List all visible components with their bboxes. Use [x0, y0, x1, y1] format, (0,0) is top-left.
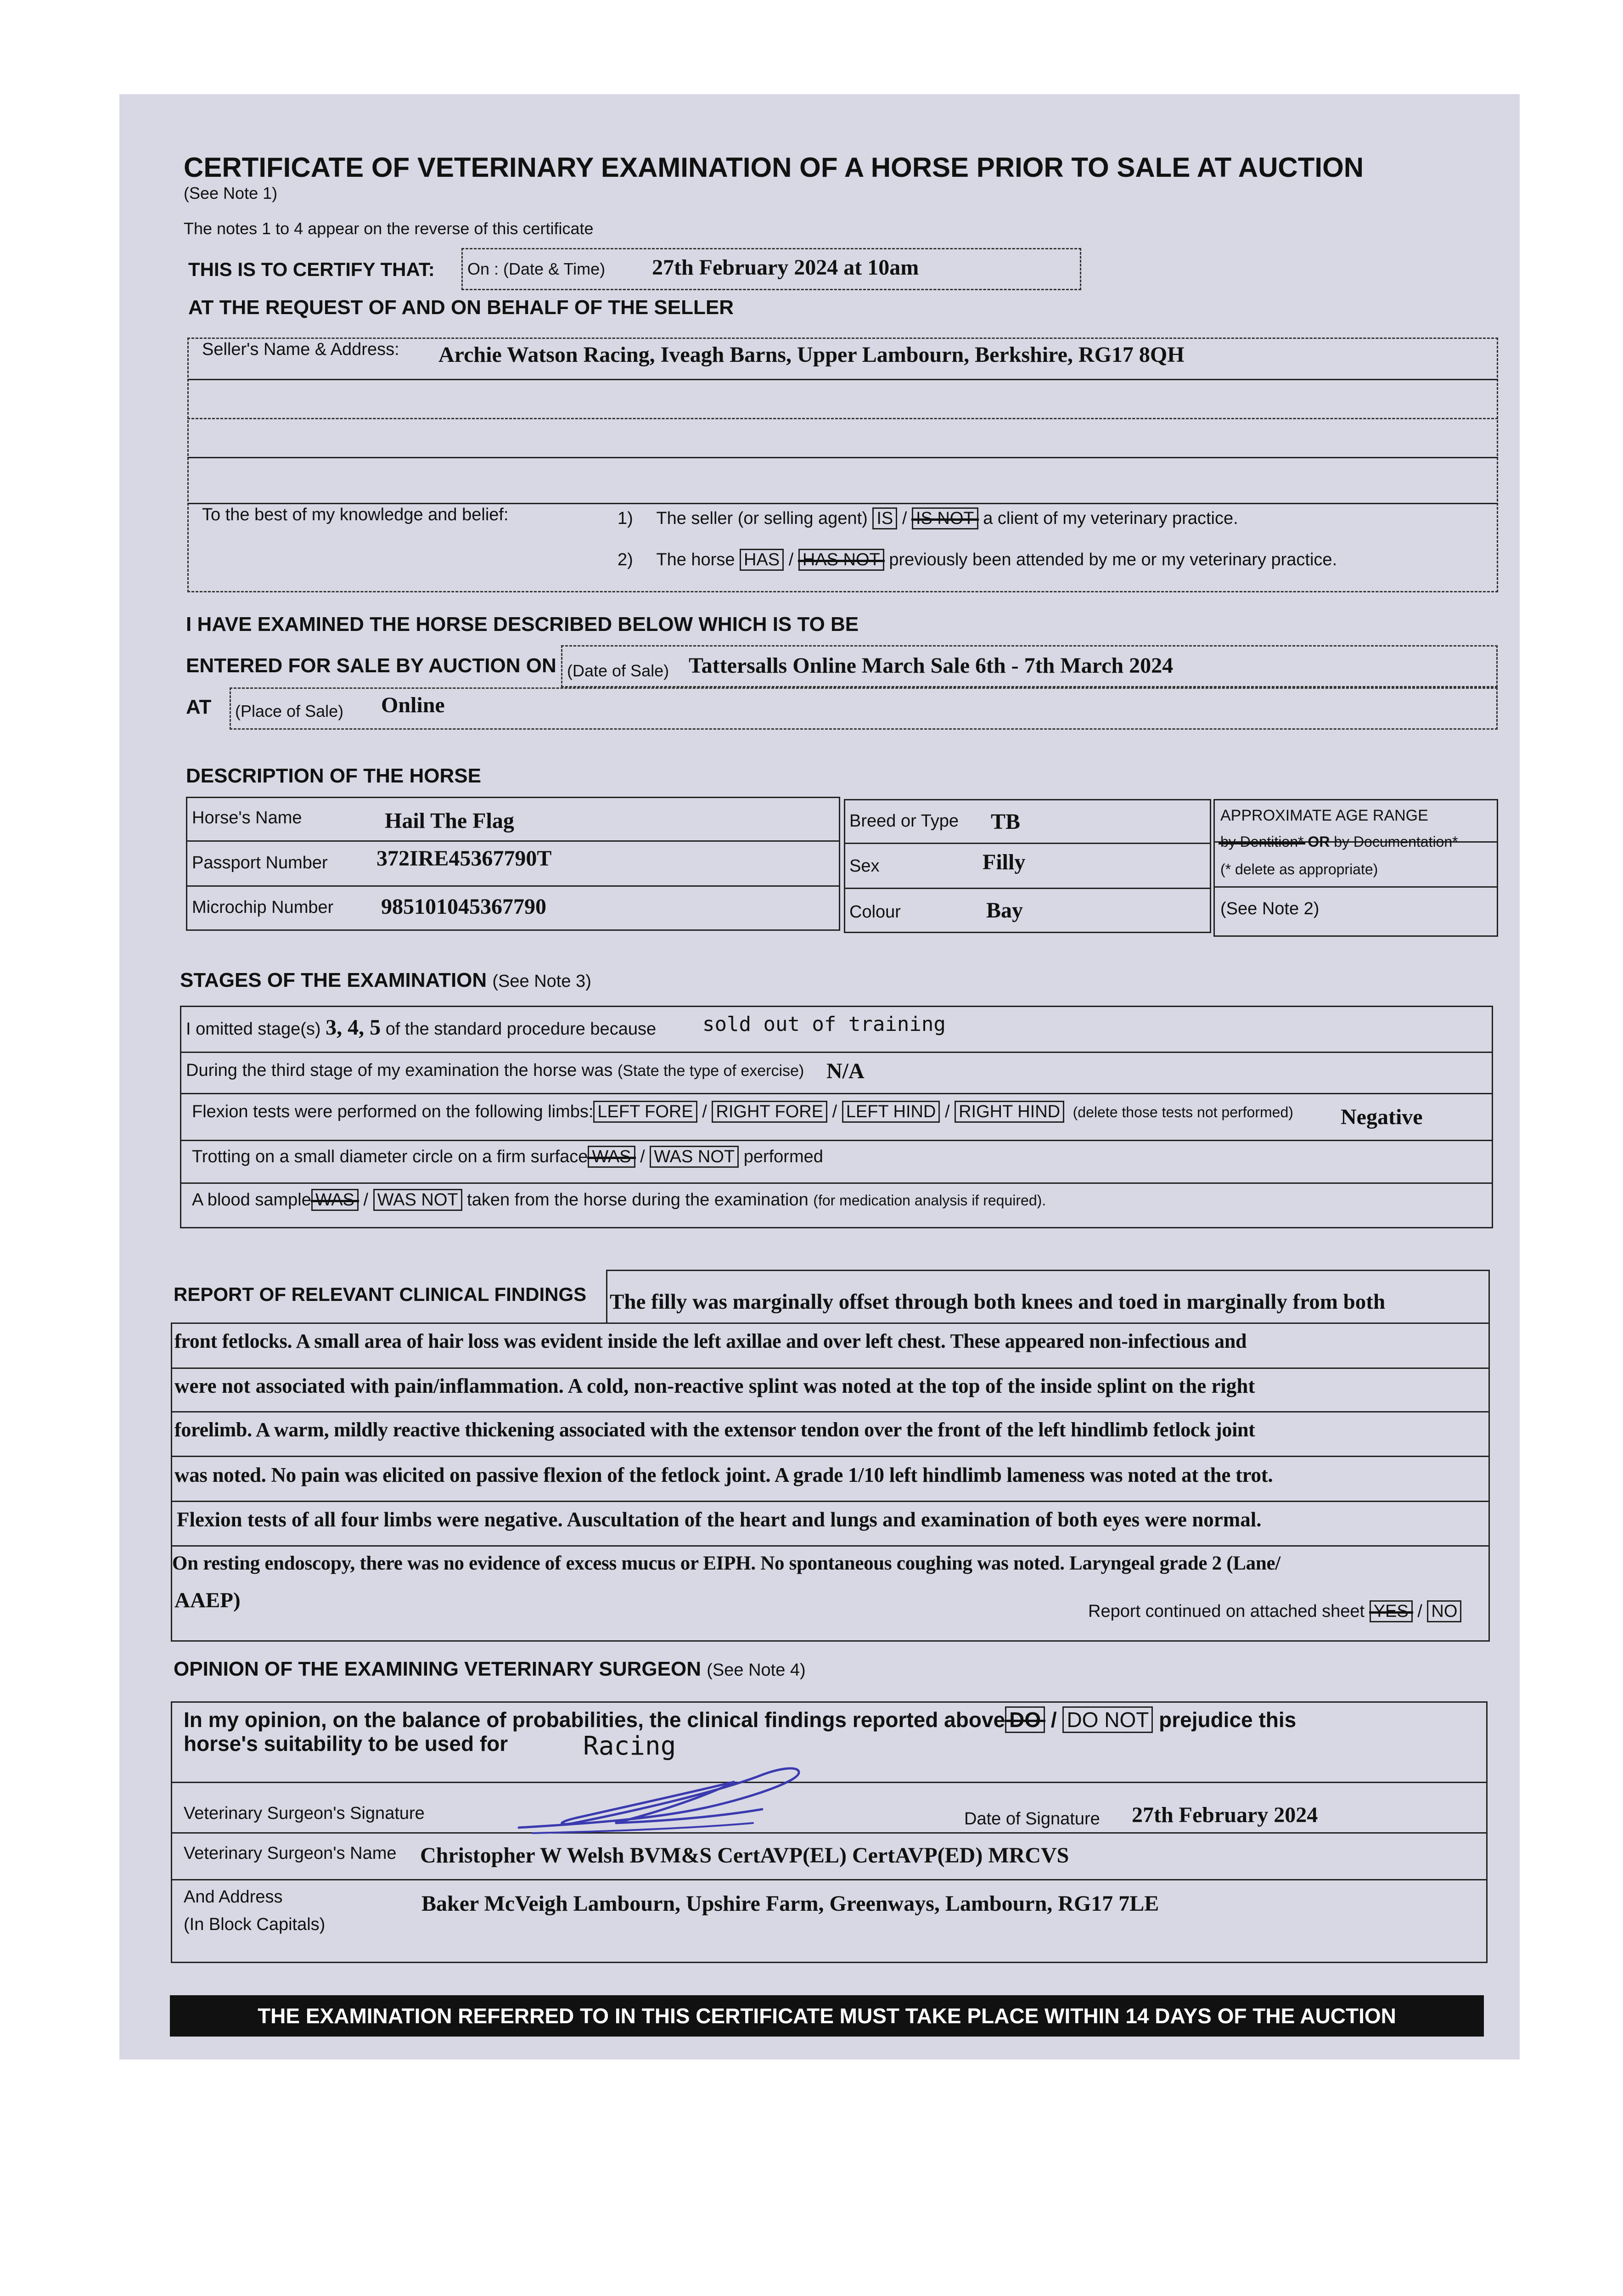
report-rule-4 [171, 1501, 1490, 1502]
third-stage-row [186, 1061, 804, 1080]
report-continued-row: Report continued on attached sheet YES / NO [1088, 1602, 1461, 1621]
flexion-result-value: Negative [1341, 1105, 1423, 1129]
report-line-5: was noted. No pain was elicited on passive flexion of the fetlock joint. A grade 1/10 left hindlimb lameness was noted at the trot. [174, 1463, 1273, 1486]
sex-label: Sex [849, 856, 880, 876]
stages-rule-4 [180, 1182, 1493, 1184]
report-rule-1 [171, 1367, 1490, 1369]
item-1-number: 1) [618, 509, 633, 528]
report-line-4: forelimb. A warm, mildly reactive thickening associated with the extensor tendon over the front of the left hindlimb fetlock joint [174, 1418, 1255, 1441]
opinion-line-1: In my opinion, on the balance of probabilities, the clinical findings reported above DO / DO NOT prejudice this [184, 1707, 1296, 1732]
address-note: (In Block Capitals) [184, 1915, 326, 1934]
trot-pre: Trotting on a small diameter circle on a firm surface [192, 1147, 588, 1166]
knowledge-label: To the best of my knowledge and belief: [202, 505, 509, 524]
attended-has-not-option-struck: HAS NOT [798, 549, 884, 571]
blood-was-not: WAS NOT [373, 1189, 462, 1211]
continued-yes-struck: YES [1370, 1600, 1413, 1622]
item-1-pre: The seller (or selling agent) [656, 509, 868, 528]
age-see-note: (See Note 2) [1220, 899, 1320, 918]
description-heading: DESCRIPTION OF THE HORSE [186, 765, 481, 787]
seller-rule-2 [187, 418, 1498, 419]
stages-heading [180, 969, 591, 992]
third-stage-note: (State the type of exercise) [617, 1062, 804, 1080]
footer-banner: THE EXAMINATION REFERRED TO IN THIS CERTIFICATE MUST TAKE PLACE WITHIN 14 DAYS OF THE AUCTION [170, 1995, 1484, 2037]
age-rule-2 [1213, 886, 1498, 888]
opinion-rule-1 [171, 1782, 1488, 1783]
flexion-note: (delete those tests not performed) [1073, 1104, 1293, 1120]
page-title: CERTIFICATE OF VETERINARY EXAMINATION OF A HORSE PRIOR TO SALE AT AUCTION [184, 152, 1364, 183]
sale-place-label: (Place of Sale) [235, 702, 344, 720]
client-is-not-option-struck: IS NOT [912, 507, 978, 529]
report-line-1: The filly was marginally offset through both knees and toed in marginally from both [610, 1290, 1386, 1314]
see-note-1: (See Note 1) [184, 184, 278, 203]
opinion-heading-note: (See Note 4) [707, 1660, 806, 1680]
limb-right-fore: RIGHT FORE [712, 1101, 827, 1123]
colour-label: Colour [849, 902, 901, 922]
opinion-line-2: horse's suitability to be used for [184, 1732, 508, 1756]
intended-use-value: Racing [583, 1731, 676, 1761]
trotting-row: Trotting on a small diameter circle on a firm surface WAS / WAS NOT performed [192, 1147, 823, 1167]
trot-was-not: WAS NOT [650, 1146, 739, 1168]
seller-label: Seller's Name & Address: [202, 340, 399, 359]
item-1-post: a client of my veterinary practice. [983, 509, 1238, 528]
breed-rule-1 [844, 843, 1211, 844]
breed-rule-2 [844, 888, 1211, 889]
third-stage-value: N/A [826, 1059, 865, 1083]
report-line-3: were not associated with pain/inflammation. A cold, non-reactive splint was noted at the top of the inside splint on the right [174, 1374, 1255, 1397]
report-line-6: Flexion tests of all four limbs were negative. Auscultation of the heart and lungs and examination of both eyes were normal. [177, 1508, 1262, 1531]
microchip-label: Microchip Number [192, 898, 334, 917]
seller-rule-1 [187, 379, 1498, 380]
passport-value: 372IRE45367790T [376, 846, 552, 871]
report-rule-3 [171, 1456, 1490, 1457]
age-delete-note: (* delete as appropriate) [1220, 861, 1378, 878]
opinion-heading-text: OPINION OF THE EXAMINING VETERINARY SURGEON [174, 1658, 702, 1680]
limb-right-hind: RIGHT HIND [955, 1101, 1064, 1123]
vet-address-value: Baker McVeigh Lambourn, Upshire Farm, Greenways, Lambourn, RG17 7LE [421, 1891, 1159, 1916]
stages-heading-note: (See Note 3) [492, 972, 591, 991]
report-line-2: front fetlocks. A small area of hair loss was evident inside the left axillae and over left chest. These appeared non-infectious and [174, 1330, 1247, 1352]
sale-date-label: (Date of Sale) [567, 661, 669, 680]
breed-label: Breed or Type [849, 811, 959, 831]
omitted-stages-row [186, 1015, 656, 1040]
report-rule-2 [171, 1411, 1490, 1412]
identity-rule-1 [186, 840, 840, 842]
stages-heading-text: STAGES OF THE EXAMINATION [180, 969, 487, 991]
flexion-pre: Flexion tests were performed on the following limbs: [192, 1102, 594, 1121]
notes-line: The notes 1 to 4 appear on the reverse of this certificate [184, 219, 594, 238]
trot-post: performed [743, 1147, 823, 1166]
limb-left-fore: LEFT FORE [593, 1101, 697, 1123]
request-line: AT THE REQUEST OF AND ON BEHALF OF THE SELLER [188, 296, 734, 319]
blood-pre: A blood sample [192, 1190, 311, 1210]
blood-was-struck: WAS [311, 1189, 359, 1211]
omitted-reason-value: sold out of training [702, 1013, 946, 1036]
sale-line-2: ENTERED FOR SALE BY AUCTION ON [186, 654, 556, 677]
on-date-label: On : (Date & Time) [467, 259, 606, 278]
seller-value: Archie Watson Racing, Iveagh Barns, Upper Lambourn, Berkshire, RG17 8QH [438, 343, 1185, 367]
age-heading: APPROXIMATE AGE RANGE [1220, 807, 1428, 824]
exam-date-value: 27th February 2024 at 10am [652, 255, 919, 280]
knowledge-item-2 [618, 550, 1337, 570]
stages-rule-2 [180, 1093, 1493, 1094]
trot-was-struck: WAS [588, 1146, 635, 1168]
certify-label: THIS IS TO CERTIFY THAT: [188, 259, 435, 280]
report-line-8: AAEP) [174, 1588, 241, 1612]
knowledge-item-1 [618, 509, 1238, 529]
signature-date-label: Date of Signature [964, 1809, 1100, 1829]
sale-date-value: Tattersalls Online March Sale 6th - 7th March 2024 [689, 653, 1174, 678]
age-or: OR [1308, 833, 1330, 850]
horse-name-label: Horse's Name [192, 808, 302, 827]
vet-signature [505, 1754, 817, 1837]
horse-name-value: Hail The Flag [385, 809, 514, 833]
continued-no: NO [1427, 1600, 1461, 1622]
passport-label: Passport Number [192, 853, 328, 872]
age-documentation: by Documentation* [1334, 833, 1458, 850]
item-2-pre: The horse [656, 550, 735, 569]
opinion-text-pre: In my opinion, on the balance of probabilities, the clinical findings reported above [184, 1708, 1005, 1732]
opinion-text-post: prejudice this [1159, 1708, 1297, 1732]
item-2-number: 2) [618, 550, 633, 569]
vet-name-label: Veterinary Surgeon's Name [184, 1844, 397, 1863]
age-method-line [1220, 833, 1458, 850]
opinion-do-not: DO NOT [1062, 1706, 1153, 1733]
continued-label: Report continued on attached sheet [1088, 1602, 1365, 1621]
stages-rule-3 [180, 1140, 1493, 1141]
omitted-pre: I omitted stage(s) [186, 1019, 321, 1039]
opinion-rule-2 [171, 1832, 1488, 1834]
breed-value: TB [991, 810, 1021, 834]
item-2-sep: / [788, 550, 794, 569]
colour-value: Bay [986, 898, 1023, 923]
report-line-7: On resting endoscopy, there was no evidence of excess mucus or EIPH. No spontaneous coughing was noted. Laryngeal grade 2 (Lane/ [172, 1553, 1280, 1574]
report-rule-5 [171, 1545, 1490, 1547]
sale-place-value: Online [381, 693, 445, 717]
signature-label: Veterinary Surgeon's Signature [184, 1804, 425, 1823]
signature-date-value: 27th February 2024 [1132, 1803, 1318, 1827]
third-stage-pre: During the third stage of my examination the horse was [186, 1061, 613, 1080]
item-2-post: previously been attended by me or my veterinary practice. [889, 550, 1337, 569]
blood-post: taken from the horse during the examination [467, 1190, 809, 1210]
seller-rule-4 [187, 503, 1498, 504]
blood-note: (for medication analysis if required). [813, 1192, 1046, 1209]
item-1-sep: / [902, 509, 907, 528]
sale-at-label: AT [186, 696, 212, 718]
opinion-do-struck: DO [1005, 1706, 1045, 1733]
sale-line-1: I HAVE EXAMINED THE HORSE DESCRIBED BELOW WHICH IS TO BE [186, 613, 859, 636]
client-is-option: IS [872, 507, 897, 529]
omitted-stages-value: 3, 4, 5 [326, 1015, 381, 1040]
sex-value: Filly [983, 850, 1026, 874]
opinion-rule-3 [171, 1879, 1488, 1880]
vet-name-value: Christopher W Welsh BVM&S CertAVP(EL) CertAVP(ED) MRCVS [420, 1843, 1069, 1868]
report-heading: REPORT OF RELEVANT CLINICAL FINDINGS [174, 1283, 587, 1305]
address-label: And Address [184, 1887, 283, 1907]
seller-rule-3 [187, 457, 1498, 458]
flexion-row: Flexion tests were performed on the following limbs: LEFT FORE / RIGHT FORE / LEFT HIND / RIGHT HIND (delete those tests not performed) [192, 1102, 1293, 1122]
opinion-heading [174, 1658, 806, 1681]
blood-sample-row: A blood sample WAS / WAS NOT taken from the horse during the examination (for medication analysis if required). [192, 1190, 1046, 1210]
attended-has-option: HAS [740, 549, 784, 571]
limb-left-hind: LEFT HIND [842, 1101, 940, 1123]
stages-rule-1 [180, 1052, 1493, 1053]
identity-rule-2 [186, 885, 840, 887]
microchip-value: 985101045367790 [381, 895, 546, 919]
age-dentition-struck: by Dentition* [1220, 833, 1303, 850]
omitted-post: of the standard procedure because [385, 1019, 657, 1039]
